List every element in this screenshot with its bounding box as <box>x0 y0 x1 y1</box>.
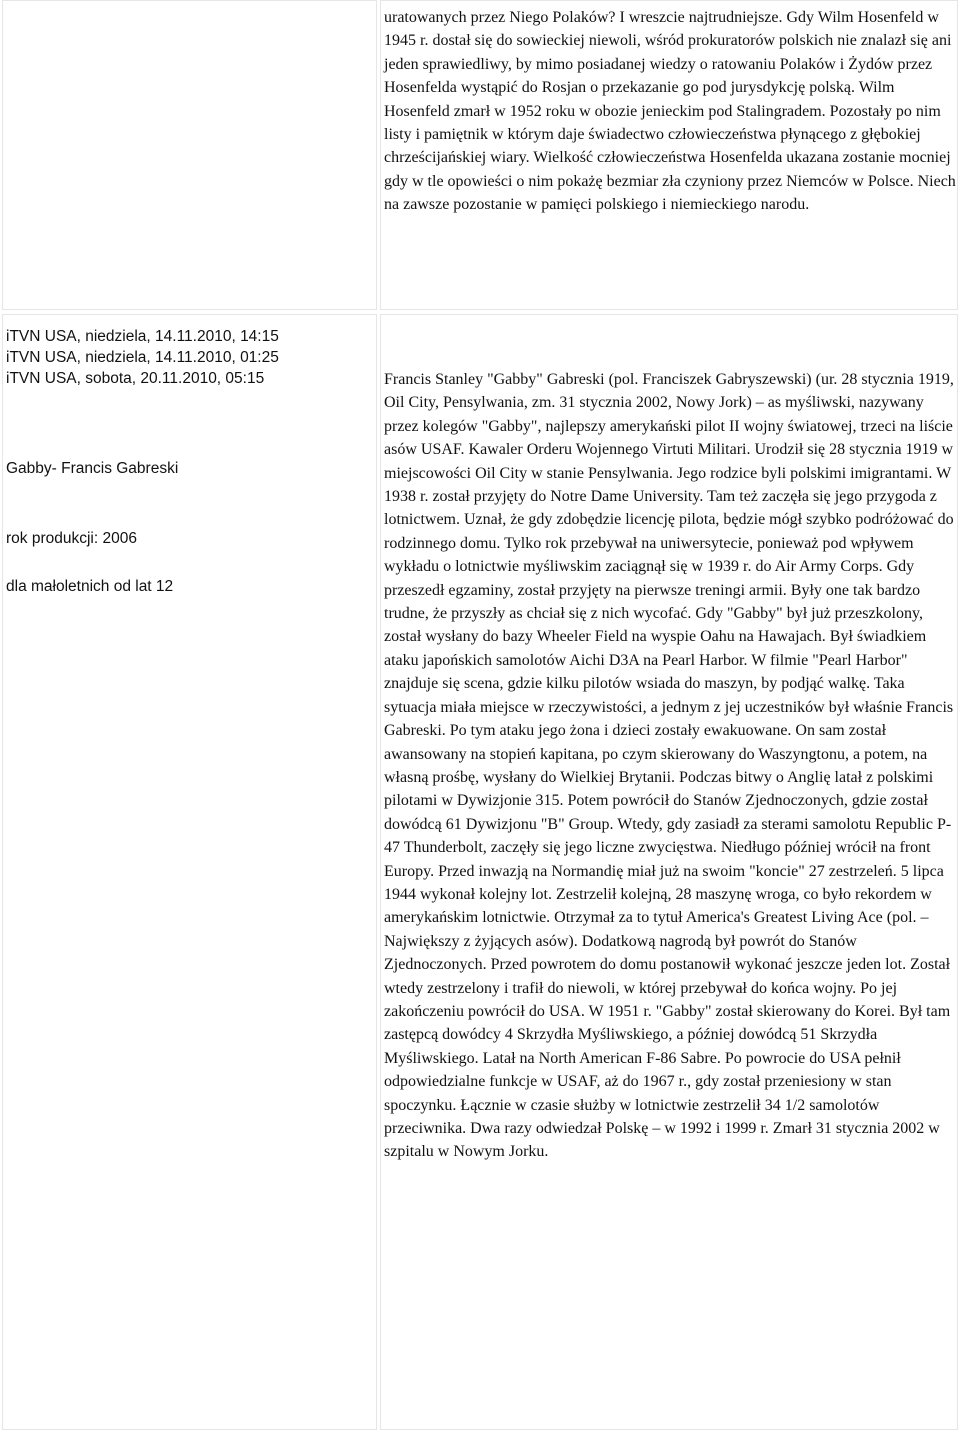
broadcast-item: iTVN USA, sobota, 20.11.2010, 05:15 <box>6 370 265 387</box>
broadcast-item: iTVN USA, niedziela, 14.11.2010, 01:25 <box>6 349 279 366</box>
left-top-cell <box>2 0 377 310</box>
broadcast-item: iTVN USA, niedziela, 14.11.2010, 14:15 <box>6 328 279 345</box>
description-paragraph: Francis Stanley "Gabby" Gabreski (pol. Franciszek Gabryszewski) (ur. 28 stycznia 1919, Oil City, Pensylwania, zm. 31 stycznia 2002, Nowy Jork) – as myśliwski, nazywany przez kolegów "Gabby", najlepszy amerykański pilot II wojny światowej, trzeci na liście asów USAF. Kawaler Orderu Wojennego Virtuti Militari. Urodził się 28 stycznia 1919 w miejscowości Oil City w stanie Pensylwania. Jego rodzice byli polskimi imigrantami. W 1938 r. został przyjęty do Notre Dame University. Tam też zaczęła się jego przygoda z lotnictwem. Uznał, że gdy zdobędzie licencję pilota, będzie mógł szybko podróżować do rodzinnego domu. Tylko rok przebywał na uniwersytecie, ponieważ pod wpływem wykładu o lotnictwie myśliwskim zaciągnął się w 1939 r. do Air Army Corps. Gdy przeszedł egzaminy, został przyjęty na pierwsze treningi armii. Były one tak bardzo trudne, że przyszły as chciał się z nich wycofać. Gdy "Gabby" był już przeszkolony, został wysłany do bazy Wheeler Field na wyspie Oahu na Hawajach. Był świadkiem ataku japońskich samolotów Aichi D3A na Pearl Harbor. W filmie "Pearl Harbor" znajduje się scena, gdzie kilku pilotów wsiada do maszyn, by podjąć walkę. Taka sytuacja miała miejsce w rzeczywistości, a jednym z jej uczestników był właśnie Francis Gabreski. Po tym ataku jego żona i dzieci zostały ewakuowane. On sam został awansowany na stopień kapitana, po czym skierowany do Waszyngtonu, a potem, na własną prośbę, wysłany do Wielkiej Brytanii. Podczas bitwy o Anglię latał z polskimi pilotami w Dywizjonie 315. Potem powrócił do Stanów Zjednoczonych, gdzie został dowódcą 61 Dywizjonu "B" Group. Wtedy, gdy zasiadł za sterami samolotu Republic P-47 Thunderbolt, zaczęły się jego liczne zwycięstwa. Niedługo później wrócił na front Europy. Przed inwazją na Normandię miał już na swoim "koncie" 27 zestrzeleń. 5 lipca 1944 wykonał kolejny lot. Zestrzelił kolejną, 28 maszynę wroga, co było rekordem w amerykańskim lotnictwie. Otrzymał za to tytuł America's Greatest Living Ace (pol. – Największy z żyjących asów). Dodatkową nagrodą był powrót do Stanów Zjednoczonych. Przed powrotem do domu postanowił wykonać jeszcze jeden lot. Został wtedy zestrzelony i trafił do niewoli, w której przebywał do końca wojny. Po jej zakończeniu powrócił do USA. W 1951 r. "Gabby" został skierowany do Korei. Był tam zastępcą dowódcy 4 Skrzydła Myśliwskiego, a później dowódcą 51 Skrzydła Myśliwskiego. Latał na North American F-86 Sabre. Po powrocie do USA pełnił odpowiedzialne funkcje w USAF, aż do 1967 r., gdy został przeniesiony w stan spoczynku. Łącznie w czasie służby w lotnictwie zestrzelił 34 1/2 samolotów przeciwnika. Dwa razy odwiedzał Polskę – w 1992 i 1999 r. Zmarł 31 stycznia 2002 w szpitalu w Nowym Jorku. <box>384 371 954 1161</box>
program-title: Gabby- Francis Gabreski <box>6 460 179 477</box>
left-bottom-cell <box>2 314 377 1430</box>
top-paragraph: uratowanych przez Niego Polaków? I wreszcie najtrudniejsze. Gdy Wilm Hosenfeld w 1945 r. dostał się do sowieckiej niewoli, wśród prokuratorów polskich nie znalazł się ani jeden sprawiedliwy, by mimo posiadanej wiedzy o ratowaniu Polaków i Żydów przez Hosenfelda wystąpić do Rosjan o przekazanie go pod jurysdykcję polską. Wilm Hosenfeld zmarł w 1952 roku w obozie jenieckim pod Stalingradem. Pozostały po nim listy i pamiętnik w którym daje świadectwo człowieczeństwa płynącego z głębokiej chrześcijańskiej wiary. Wielkość człowieczeństwa Hosenfelda ukazana zostanie mocniej gdy w tle opowieści o nim pokażę bezmiar zła czyniony przez Niemców w Polsce. Niech na zawsze pozostanie w pamięci polskiego i niemieckiego narodu. <box>384 9 956 214</box>
production-year: rok produkcji: 2006 <box>6 530 137 547</box>
broadcast-list <box>6 326 374 389</box>
age-rating: dla małoletnich od lat 12 <box>6 578 174 595</box>
